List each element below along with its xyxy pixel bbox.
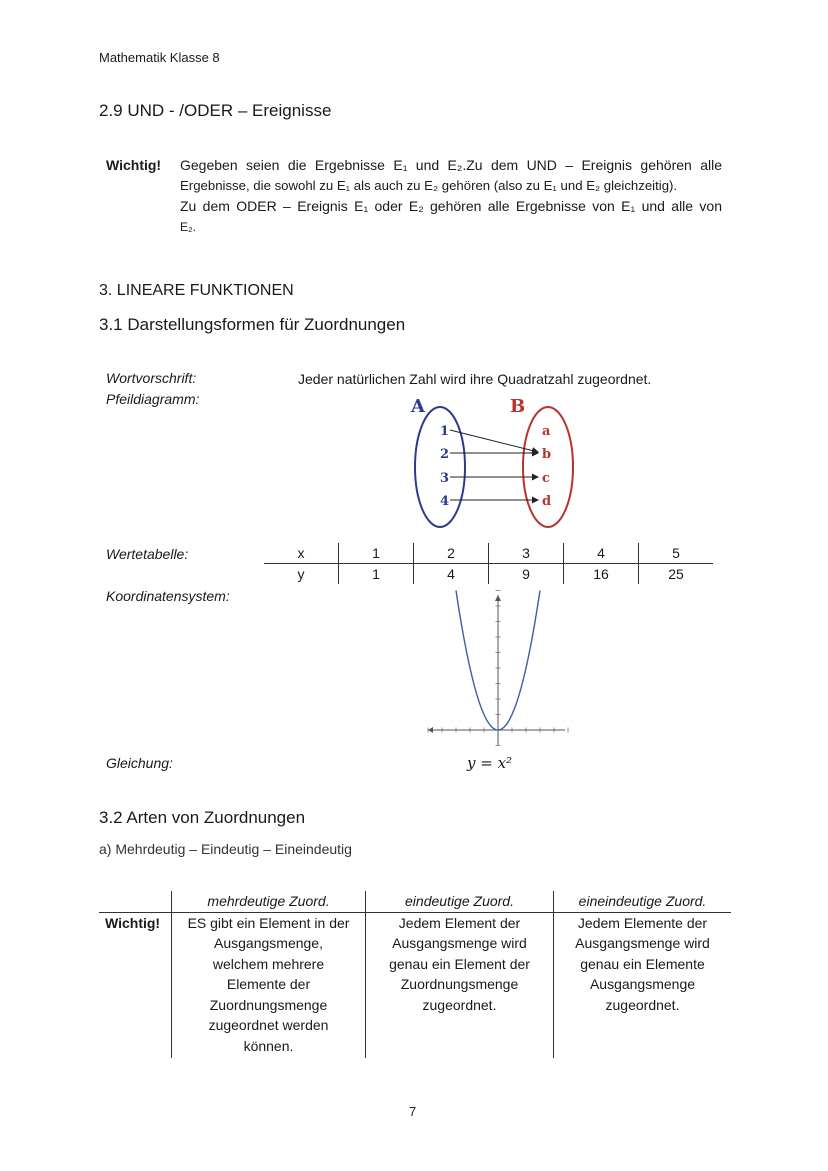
cell-line: Ausgangsmenge,	[214, 935, 323, 951]
section-29-definition	[180, 155, 722, 237]
cell-line: zugeordnet.	[422, 996, 497, 1013]
table-header: eineindeutige Zuord.	[554, 891, 732, 912]
table-cell: 16	[564, 564, 639, 585]
equation: y = x²	[467, 754, 513, 772]
table-spacer	[99, 891, 172, 912]
cell-line: zugeordnet werden	[208, 1017, 329, 1033]
definition-line: Gegeben seien die Ergebnisse E₁ und E₂.Zu dem UND – Ereignis gehören alle	[180, 157, 722, 173]
table-header-x: x	[264, 543, 339, 564]
cell-line: können.	[243, 1037, 294, 1054]
set-a-element: 3	[440, 471, 450, 486]
set-b-element: d	[542, 494, 552, 509]
cell-line: Ausgangsmenge wird	[392, 935, 527, 951]
set-a-label: A	[411, 396, 425, 417]
table-cell: 1	[339, 543, 414, 564]
cell-line: Elemente der	[226, 976, 311, 992]
table-cell: 5	[639, 543, 714, 564]
section-32-subtitle: a) Mehrdeutig – Eindeutig – Eineindeutig	[99, 841, 352, 857]
table-cell: 2	[414, 543, 489, 564]
table-cell: 4	[414, 564, 489, 585]
cell-line: Ausgangsmenge	[589, 976, 696, 992]
page-number: 7	[409, 1104, 417, 1119]
cell-line: ES gibt ein Element in der	[187, 914, 350, 931]
wortvorschrift-label: Wortvorschrift:	[106, 370, 197, 386]
table-cell: 1	[339, 564, 414, 585]
parabola-plot	[420, 585, 570, 750]
cell-line: Ausgangsmenge wird	[575, 935, 710, 951]
table-header-y: y	[297, 566, 305, 582]
cell-line: genau ein Elemente	[580, 955, 705, 972]
set-b-element: a	[542, 424, 551, 439]
important-label: Wichtig!	[105, 914, 161, 931]
cell-line: Jedem Element der	[398, 914, 521, 931]
set-b-element: c	[542, 471, 550, 486]
definition-line: Zu dem ODER – Ereignis E₁ oder E₂ gehören alle Ergebnisse von E₁ und alle von	[180, 198, 722, 214]
course-header: Mathematik Klasse 8	[99, 50, 220, 65]
y-axis-arrow-icon	[495, 595, 501, 601]
set-b-element: b	[542, 447, 552, 462]
section-29-important-label: Wichtig!	[106, 157, 162, 173]
definition-line: Ergebnisse, die sowohl zu E₁ als auch zu E₂ gehören (also zu E₁ und E₂ gleichzeitig).	[180, 177, 678, 193]
cell-line: Jedem Elemente der	[577, 914, 708, 931]
section-29-title: 2.9 UND - /ODER – Ereignisse	[99, 101, 332, 120]
assignment-types-table	[99, 891, 731, 1058]
wertetabelle-label: Wertetabelle:	[106, 546, 189, 562]
set-b-label: B	[510, 396, 526, 417]
set-a-element: 4	[440, 494, 450, 509]
set-a-element: 2	[440, 447, 450, 462]
table-cell-eindeutig	[366, 912, 554, 1058]
cell-line: welchem mehrere	[212, 955, 325, 972]
wortvorschrift-text: Jeder natürlichen Zahl wird ihre Quadratzahl zugeordnet.	[298, 371, 652, 387]
value-table	[264, 543, 713, 584]
section-31-title: 3.1 Darstellungsformen für Zuordnungen	[99, 315, 406, 334]
cell-line: Zuordnungsmenge	[209, 996, 328, 1013]
table-cell: 4	[564, 543, 639, 564]
table-row	[99, 891, 731, 912]
cell-line: zugeordnet.	[605, 996, 680, 1013]
cell-line: genau ein Element der	[389, 955, 530, 972]
cell-line: Zuordnungsmenge	[400, 976, 519, 992]
table-cell: 3	[489, 543, 564, 564]
pfeildiagramm-label: Pfeildiagramm:	[106, 391, 200, 407]
table-cell: 9	[489, 564, 564, 585]
table-header: mehrdeutige Zuord.	[172, 891, 366, 912]
koordinatensystem-label: Koordinatensystem:	[106, 588, 230, 604]
table-cell: 25	[639, 564, 714, 585]
table-cell-eineindeutig	[554, 912, 732, 1058]
set-a-element: 1	[440, 424, 450, 439]
gleichung-label: Gleichung:	[106, 755, 173, 771]
definition-line: E₂.	[180, 219, 196, 234]
table-row	[264, 564, 713, 585]
table-header: eindeutige Zuord.	[366, 891, 554, 912]
table-cell-mehrdeutig	[172, 912, 366, 1058]
section-32-title: 3.2 Arten von Zuordnungen	[99, 808, 306, 827]
arrow-diagram	[400, 392, 590, 532]
x-axis-arrow-icon	[428, 727, 433, 733]
table-row	[99, 912, 731, 1058]
chapter-3-title: 3. LINEARE FUNKTIONEN	[99, 282, 294, 299]
table-row	[264, 543, 713, 564]
